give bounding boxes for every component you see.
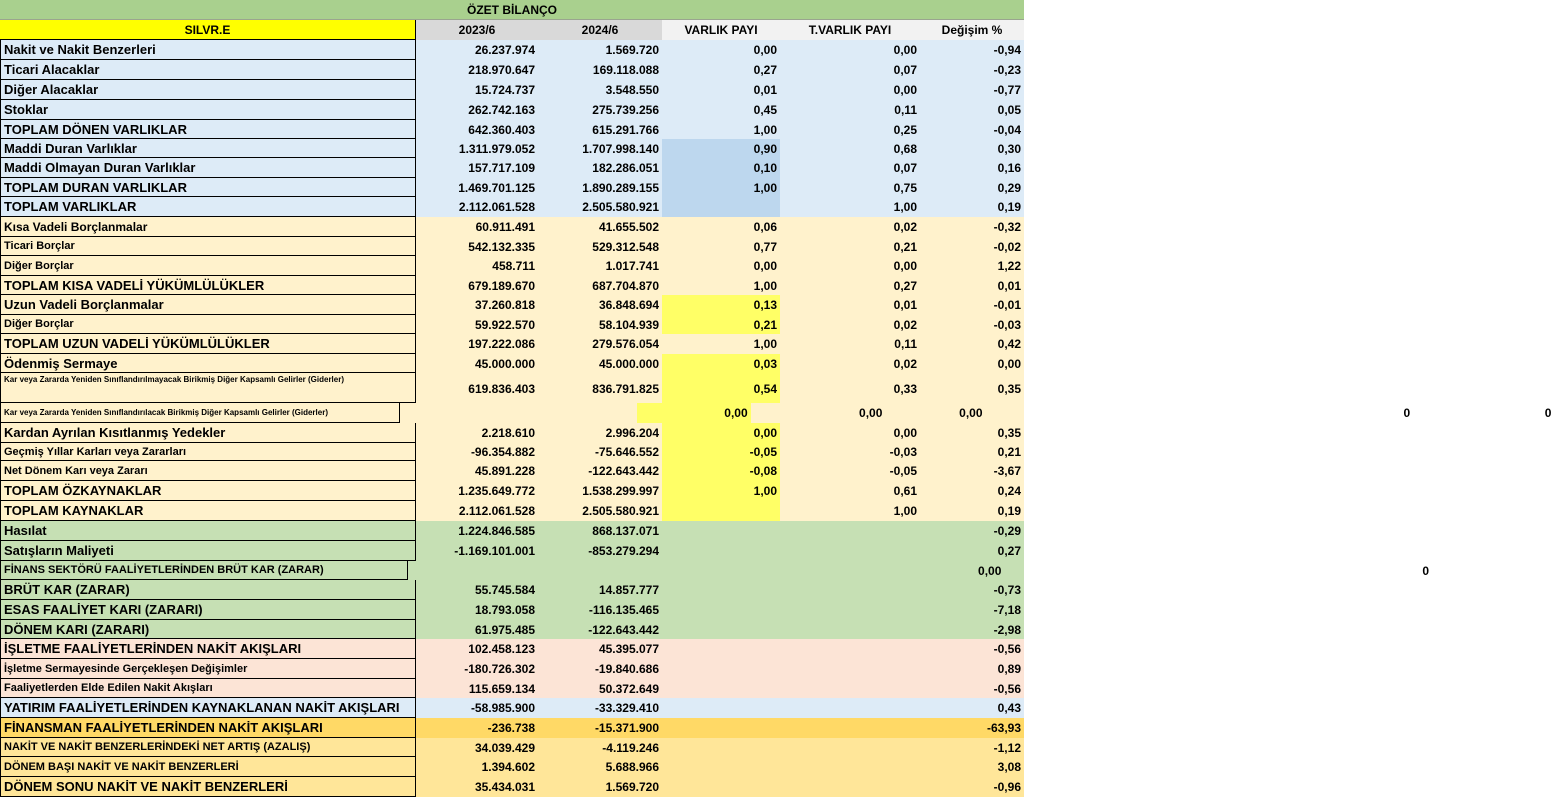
value-2023: 61.975.485 [474, 622, 535, 637]
value-2023: 115.659.134 [468, 681, 535, 696]
value-2024: 1.890.289.155 [582, 180, 659, 195]
value-2024: 2.505.580.921 [582, 200, 659, 214]
table-row [0, 100, 1024, 120]
value-2024: 1.017.741 [605, 259, 659, 273]
value-2023: -1.169.101.001 [454, 544, 535, 558]
row-label: TOPLAM KISA VADELİ YÜKÜMLÜLÜKLER [0, 276, 416, 295]
value-2023: 60.911.491 [475, 220, 535, 234]
table-row [0, 659, 1024, 679]
varlik-payi-value: 0,00 [637, 403, 751, 423]
t-varlik-payi-value: 0,27 [893, 278, 917, 293]
value-2023: 15.724.737 [474, 83, 535, 97]
varlik-payi-value: 1,00 [753, 122, 777, 137]
degisim-value: 0,24 [997, 484, 1021, 498]
degisim-value: -0,77 [993, 83, 1021, 97]
row-label: TOPLAM DURAN VARLIKLAR [0, 178, 416, 197]
degisim-value: 0,42 [997, 337, 1021, 351]
value-2024: 615.291.766 [592, 122, 659, 137]
row-label: Diğer Borçlar [0, 256, 416, 276]
t-varlik-payi-value [780, 620, 920, 639]
value-2023: 18.793.058 [474, 603, 535, 617]
table-row [0, 481, 1024, 501]
value-2024: 45.395.077 [598, 642, 659, 656]
value-2024: -4.119.246 [602, 740, 659, 755]
row-label: TOPLAM UZUN VADELİ YÜKÜMLÜLÜKLER [0, 334, 416, 354]
row-label: Diğer Alacaklar [0, 80, 416, 100]
value-2024: 5.688.966 [605, 760, 659, 774]
row-label: YATIRIM FAALİYETLERİNDEN KAYNAKLANAN NAKİT AKIŞLARI [0, 698, 416, 718]
value-2023: 55.745.584 [474, 583, 535, 597]
table-row [0, 757, 1024, 777]
table-row [0, 600, 1024, 620]
varlik-payi-value [662, 718, 780, 738]
t-varlik-payi-value: 0,02 [893, 356, 917, 371]
year1-header: 2023/6 [416, 20, 538, 40]
varlik-payi-value [662, 738, 780, 757]
degisim-value: -0,32 [993, 220, 1021, 234]
varlik-payi-value: 0,13 [662, 295, 780, 315]
t-varlik-payi-value [780, 659, 920, 679]
value-2023: 1.224.846.585 [458, 524, 535, 538]
value-2023: 45.000.000 [474, 356, 535, 371]
value-2024: 41.655.502 [598, 220, 659, 234]
row-label: Ticari Borçlar [0, 237, 416, 256]
value-2024: 50.372.649 [598, 681, 659, 696]
degisim-value: -0,29 [993, 524, 1021, 538]
varlik-payi-value: 1,00 [662, 178, 780, 197]
t-varlik-payi-value: 0,11 [894, 337, 917, 351]
row-label: FİNANSMAN FAALİYETLERİNDEN NAKİT AKIŞLARI [0, 718, 416, 738]
table-row [0, 580, 1024, 600]
t-varlik-payi-value: 0,07 [893, 161, 917, 175]
degisim-value: 0,01 [997, 278, 1021, 293]
degisim-value: 0,05 [997, 103, 1021, 117]
row-label: Ticari Alacaklar [0, 60, 416, 80]
value-2024: -19.840.686 [594, 662, 659, 676]
row-label: DÖNEM SONU NAKİT VE NAKİT BENZERLERİ [0, 777, 416, 797]
t-varlik-payi-value [780, 580, 920, 600]
t-varlik-payi-value: -0,03 [889, 445, 917, 459]
column-header-row [0, 20, 1024, 40]
degisim-value: -3,67 [993, 464, 1021, 478]
value-2024: 836.791.825 [592, 382, 659, 396]
value-2023: 45.891.228 [474, 464, 535, 478]
value-2023: 1.311.979.052 [458, 141, 535, 156]
table-row [0, 60, 1024, 80]
value-2023: -58.985.900 [470, 701, 535, 715]
varlik-payi-value [662, 521, 780, 541]
value-2023: 35.434.031 [474, 780, 535, 794]
table-row [0, 718, 1024, 738]
value-2023: 2.112.061.528 [458, 200, 535, 214]
varlik-payi-value [662, 659, 780, 679]
t-varlik-payi-value [780, 600, 920, 620]
value-2024: 1.538.299.997 [582, 484, 659, 498]
t-varlik-payi-value: -0,05 [889, 464, 917, 478]
t-varlik-payi-value [780, 757, 920, 777]
value-2024: 868.137.071 [592, 524, 659, 538]
degisim-value: 1,22 [997, 259, 1021, 273]
t-varlik-payi-value: 0,00 [893, 83, 917, 97]
degisim-value: -1,12 [993, 740, 1021, 755]
value-2024: 58.104.939 [598, 317, 659, 332]
varlik-payi-value [662, 679, 780, 698]
degisim-value: 0,00 [997, 356, 1021, 371]
t-varlik-payi-value: 0,00 [893, 43, 917, 57]
varlik-payi-value [662, 639, 780, 659]
value-2024: 275.739.256 [592, 103, 659, 117]
value-2024: 1.569.720 [605, 43, 659, 57]
row-label: Hasılat [0, 521, 416, 541]
table-row [0, 158, 1024, 178]
t-varlik-payi-value: 0,33 [893, 382, 917, 396]
degisim-value: 0,30 [997, 141, 1021, 156]
varlik-payi-value [662, 600, 780, 620]
degisim-value: -0,03 [993, 317, 1021, 332]
table-row [0, 620, 1024, 639]
table-row [0, 256, 1024, 276]
value-2023: 34.039.429 [474, 740, 535, 755]
row-label: Diğer Borçlar [0, 315, 416, 334]
varlik-payi-value [662, 501, 780, 521]
value-2023: -236.738 [487, 721, 535, 735]
varlik-payi-value: -0,08 [662, 461, 780, 481]
value-2023 [400, 403, 517, 423]
t-varlik-payi-value: 0,01 [893, 298, 917, 312]
value-2023: 1.235.649.772 [458, 484, 535, 498]
table-row [0, 541, 1024, 561]
t-varlik-payi-value [765, 561, 902, 580]
varlik-payi-value [662, 698, 780, 718]
t-varlik-payi-value: 0,61 [893, 484, 917, 498]
row-label: TOPLAM DÖNEN VARLIKLAR [0, 120, 416, 139]
varlik-payi-value: 0,00 [753, 43, 777, 57]
degisim-value: 0,21 [997, 445, 1021, 459]
table-row [0, 217, 1024, 237]
table-row [0, 738, 1024, 757]
table-row [0, 120, 1024, 139]
t-varlik-payi-value: 1,00 [893, 504, 917, 518]
row-label: Kar veya Zararda Yeniden Sınıflandırılmayacak Birikmiş Diğer Kapsamlı Gelirler (Giderler) [0, 373, 416, 403]
degisim-value: 0,00 [978, 563, 1002, 578]
table-row [0, 80, 1024, 100]
t-varlik-payi-value: 0,11 [894, 103, 917, 117]
table-row [0, 423, 1024, 443]
varlik-payi-value: 0,45 [753, 103, 777, 117]
degisim-header: Değişim % [920, 20, 1024, 40]
value-2024: 36.848.694 [598, 298, 659, 312]
table-row [0, 334, 1024, 354]
table-row [0, 521, 1024, 541]
row-label: Uzun Vadeli Borçlanmalar [0, 295, 416, 315]
varlik-payi-value [662, 757, 780, 777]
degisim-value: -0,73 [993, 583, 1021, 597]
varlik-payi-value: 1,00 [753, 278, 777, 293]
row-label: TOPLAM VARLIKLAR [0, 197, 416, 217]
row-label: TOPLAM ÖZKAYNAKLAR [0, 481, 416, 501]
varlik-payi-value [649, 561, 765, 580]
value-2024 [528, 561, 650, 580]
t-varlik-payi-value: 1,00 [893, 200, 917, 214]
value-2024: 169.118.088 [592, 63, 659, 77]
varlik-payi-value: 0,01 [753, 83, 777, 97]
table-row [0, 373, 1024, 403]
value-2024: -75.646.552 [594, 445, 659, 459]
value-2024: 45.000.000 [598, 356, 659, 371]
value-2023: 1.394.602 [481, 760, 535, 774]
degisim-value: -0,04 [993, 122, 1021, 137]
value-2024: -33.329.410 [594, 701, 659, 715]
row-label: DÖNEM BAŞI NAKİT VE NAKİT BENZERLERİ [0, 757, 416, 777]
value-2023: 197.222.086 [468, 337, 535, 351]
row-label: Kardan Ayrılan Kısıtlanmış Yedekler [0, 423, 416, 443]
value-2023: 157.717.109 [468, 161, 535, 175]
varlik-payi-value [662, 580, 780, 600]
degisim-value: -2,98 [993, 622, 1021, 637]
varlik-payi-value: 0,03 [662, 354, 780, 373]
table-row [0, 501, 1024, 521]
varlik-payi-value: 0,27 [753, 63, 777, 77]
value-2023: 37.260.818 [474, 298, 535, 312]
t-varlik-payi-value: 0,02 [893, 220, 917, 234]
degisim-value: 0,89 [997, 662, 1021, 676]
row-label: Kısa Vadeli Borçlanmalar [0, 217, 416, 237]
value-2024 [518, 403, 637, 423]
varlik-payi-value: 0,06 [753, 220, 777, 234]
t-varlik-payi-value [780, 698, 920, 718]
value-2023: 542.132.335 [468, 239, 535, 254]
table-row [0, 178, 1024, 197]
degisim-value: 0,16 [997, 161, 1021, 175]
varlik-payi-value: 0,21 [662, 315, 780, 334]
value-2024: 182.286.051 [592, 161, 659, 175]
value-2024: -116.135.465 [588, 603, 659, 617]
t-varlik-payi-value [780, 679, 920, 698]
row-label: ESAS FAALİYET KARI (ZARARI) [0, 600, 416, 620]
degisim-value: -0,23 [993, 63, 1021, 77]
degisim-value: 0,19 [997, 200, 1021, 214]
value-2023: 1.469.701.125 [458, 180, 535, 195]
value-2024: 687.704.870 [592, 278, 659, 293]
table-row [0, 197, 1024, 217]
t-varlik-payi-value [780, 738, 920, 757]
row-label: Maddi Olmayan Duran Varlıklar [0, 158, 416, 178]
t-varlik-payi-header: T.VARLIK PAYI [780, 20, 920, 40]
row-label: Net Dönem Karı veya Zararı [0, 461, 416, 481]
value-2024: 1.707.998.140 [582, 141, 659, 156]
t-varlik-payi-value: 0,00 [893, 259, 917, 273]
varlik-payi-value [662, 541, 780, 561]
value-2024: 2.505.580.921 [582, 504, 659, 518]
value-2024: -122.643.442 [588, 622, 659, 637]
degisim-value: 3,08 [997, 760, 1021, 774]
varlik-payi-value: 0,54 [662, 373, 780, 403]
value-2023: 218.970.647 [468, 63, 535, 77]
degisim-value: -0,56 [993, 681, 1021, 696]
row-label: Nakit ve Nakit Benzerleri [0, 40, 416, 60]
value-2024: 279.576.054 [592, 337, 659, 351]
varlik-payi-value [662, 197, 780, 217]
year2-header: 2024/6 [538, 20, 662, 40]
row-label: Ödenmiş Sermaye [0, 354, 416, 373]
value-2024: 2.996.204 [605, 426, 659, 440]
row-label: İşletme Sermayesinde Gerçekleşen Değişimler [0, 659, 416, 679]
degisim-value: 0,00 [959, 406, 983, 420]
row-label: Geçmiş Yıllar Karları veya Zararları [0, 443, 416, 461]
varlik-payi-value: 0,90 [662, 139, 780, 158]
degisim-value: 0,27 [997, 544, 1021, 558]
degisim-value: -0,94 [993, 43, 1021, 57]
table-row [0, 679, 1024, 698]
table-row [0, 698, 1024, 718]
value-2023: 26.237.974 [474, 43, 535, 57]
t-varlik-payi-value [780, 639, 920, 659]
varlik-payi-value: -0,05 [662, 443, 780, 461]
ticker-header: SILVR.E [0, 20, 416, 40]
value-2024: -15.371.900 [594, 721, 659, 735]
degisim-value: 0,35 [997, 382, 1021, 396]
table-row [0, 354, 1024, 373]
row-label: DÖNEM KARI (ZARARI) [0, 620, 416, 639]
degisim-value: -0,01 [993, 298, 1021, 312]
t-varlik-payi-value: 0,07 [893, 63, 917, 77]
row-label: Satışların Maliyeti [0, 541, 416, 561]
t-varlik-payi-value: 0,00 [893, 426, 917, 440]
value-2023: 262.742.163 [468, 103, 535, 117]
sheet-title: ÖZET BİLANÇO [0, 0, 1024, 20]
t-varlik-payi-value [780, 541, 920, 561]
overflow-zero-value: 0 [1544, 406, 1552, 420]
t-varlik-payi-value: 0,68 [893, 141, 917, 156]
value-2024: 1.569.720 [605, 780, 659, 794]
degisim-value: -0,02 [993, 239, 1021, 254]
t-varlik-payi-value: 0,25 [893, 122, 917, 137]
value-2023: 679.189.670 [468, 278, 535, 293]
table-row [0, 139, 1024, 158]
row-label: Kar veya Zararda Yeniden Sınıflandırılacak Birikmiş Diğer Kapsamlı Gelirler (Giderler) [0, 403, 400, 423]
row-label: TOPLAM KAYNAKLAR [0, 501, 416, 521]
t-varlik-payi-value [780, 718, 920, 738]
t-varlik-payi-value: 0,00 [859, 406, 883, 420]
degisim-value: -0,96 [993, 780, 1021, 794]
table-row [0, 403, 1552, 423]
row-label: FİNANS SEKTÖRÜ FAALİYETLERİNDEN BRÜT KAR (ZARAR) [0, 561, 408, 580]
value-2023: 619.836.403 [468, 382, 535, 396]
value-2024: -122.643.442 [588, 464, 659, 478]
table-row [0, 40, 1024, 60]
row-label: İŞLETME FAALİYETLERİNDEN NAKİT AKIŞLARI [0, 639, 416, 659]
varlik-payi-value: 0,00 [662, 423, 780, 443]
value-2023: 458.711 [492, 259, 535, 273]
table-row [0, 315, 1024, 334]
degisim-value: -0,56 [993, 642, 1021, 656]
value-2023: 102.458.123 [468, 642, 535, 656]
row-label: NAKİT VE NAKİT BENZERLERİNDEKİ NET ARTIŞ (AZALIŞ) [0, 738, 416, 757]
degisim-value: 0,35 [997, 426, 1021, 440]
t-varlik-payi-value [780, 777, 920, 797]
overflow-zero-value: 0 [1422, 563, 1430, 578]
value-2024: 529.312.548 [592, 239, 659, 254]
varlik-payi-header: VARLIK PAYI [662, 20, 780, 40]
row-label: Faaliyetlerden Elde Edilen Nakit Akışları [0, 679, 416, 698]
table-row [0, 276, 1024, 295]
degisim-value: -7,18 [993, 603, 1021, 617]
t-varlik-payi-value: 0,75 [893, 180, 917, 195]
degisim-value: -63,93 [986, 721, 1021, 735]
t-varlik-payi-value [780, 521, 920, 541]
overflow-zero-value: 0 [1403, 406, 1411, 420]
varlik-payi-value: 0,00 [753, 259, 777, 273]
table-row [0, 561, 1430, 580]
degisim-value: 0,19 [997, 504, 1021, 518]
value-2023 [408, 561, 528, 580]
value-2024: -853.279.294 [588, 544, 659, 558]
table-row [0, 461, 1024, 481]
table-row [0, 639, 1024, 659]
value-2023: -96.354.882 [470, 445, 535, 459]
value-2023: 642.360.403 [468, 122, 535, 137]
value-2024: 14.857.777 [598, 583, 659, 597]
varlik-payi-value [662, 620, 780, 639]
varlik-payi-value: 0,77 [753, 239, 777, 254]
value-2023: 59.922.570 [474, 317, 535, 332]
value-2023: 2.112.061.528 [458, 504, 535, 518]
value-2023: 2.218.610 [481, 426, 535, 440]
varlik-payi-value: 1,00 [753, 337, 777, 351]
varlik-payi-value: 1,00 [662, 481, 780, 501]
table-row [0, 777, 1024, 797]
table-row [0, 443, 1024, 461]
value-2024: 3.548.550 [605, 83, 659, 97]
varlik-payi-value [662, 777, 780, 797]
row-label: Stoklar [0, 100, 416, 120]
t-varlik-payi-value: 0,02 [893, 317, 917, 332]
table-row [0, 237, 1024, 256]
table-body [0, 40, 1552, 797]
row-label: Maddi Duran Varlıklar [0, 139, 416, 158]
table-row [0, 295, 1024, 315]
degisim-value: 0,29 [997, 180, 1021, 195]
varlik-payi-value: 0,10 [662, 158, 780, 178]
degisim-value: 0,43 [997, 701, 1021, 715]
t-varlik-payi-value: 0,21 [893, 239, 917, 254]
value-2023: -180.726.302 [464, 662, 535, 676]
row-label: BRÜT KAR (ZARAR) [0, 580, 416, 600]
